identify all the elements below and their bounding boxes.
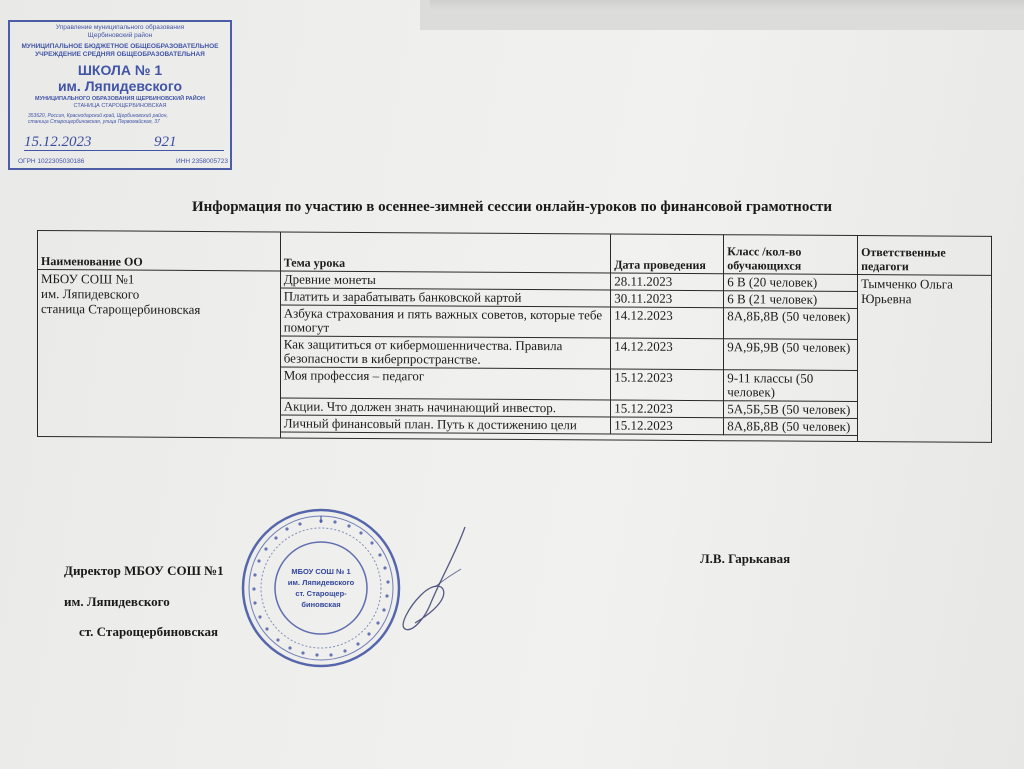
topic-cell: Моя профессия – педагог bbox=[280, 367, 611, 400]
director-title: Директор МБОУ СОШ №1 bbox=[64, 563, 224, 578]
stamp-line: МУНИЦИПАЛЬНОГО ОБРАЗОВАНИЯ ЩЕРБИНОВСКИЙ РАЙОН bbox=[35, 96, 205, 102]
topic-cell: Платить и зарабатывать банковской картой bbox=[280, 288, 611, 307]
seal-center-line: им. Ляпидевского bbox=[287, 578, 355, 587]
stamp-line: УЧРЕЖДЕНИЕ СРЕДНЯЯ ОБЩЕОБРАЗОВАТЕЛЬНАЯ bbox=[35, 51, 205, 58]
stamp-address: станица Старощербиновская, улица Первомайская, 37 bbox=[28, 119, 160, 125]
table-header-row bbox=[38, 231, 992, 276]
topic-cell: Личный финансовый план. Путь к достижению цели bbox=[280, 415, 611, 434]
stamp-line: Щербиновский район bbox=[87, 32, 153, 39]
class-cell: 8А,8Б,8В (50 человек) bbox=[724, 308, 858, 340]
class-cell: 8А,8Б,8В (50 человек) bbox=[724, 418, 858, 436]
header-class: Класс /кол-во обучающихся bbox=[724, 235, 858, 275]
date-cell: 28.11.2023 bbox=[611, 273, 724, 291]
school-corner-stamp bbox=[8, 20, 232, 170]
class-cell: 5А,5Б,5В (50 человек) bbox=[724, 401, 858, 419]
stamp-ids bbox=[18, 158, 228, 165]
stamp-school: ШКОЛА № 1 bbox=[77, 62, 163, 78]
org-name: МБОУ СОШ №1 им. Ляпидевского станица Старощербиновская bbox=[41, 271, 201, 317]
class-cell: 6 В (20 человек) bbox=[724, 274, 858, 292]
director-name: Л.В. Гарькавая bbox=[700, 551, 791, 566]
stamp-inn: ИНН 2358005723 bbox=[175, 158, 228, 165]
round-seal bbox=[240, 507, 402, 669]
signature bbox=[395, 525, 485, 635]
class-cell: 6 В (21 человек) bbox=[724, 291, 858, 309]
date-cell: 15.12.2023 bbox=[611, 400, 724, 418]
date-cell: 14.12.2023 bbox=[611, 307, 724, 339]
seal-center-line: МБОУ СОШ № 1 bbox=[291, 567, 351, 576]
stamp-line: СТАНИЦА СТАРОЩЕРБИНОВСКАЯ bbox=[73, 103, 167, 109]
class-cell: 9-11 классы (50 человек) bbox=[724, 370, 858, 402]
header-date: Дата проведения bbox=[611, 234, 724, 274]
responsible-cell bbox=[858, 275, 992, 443]
header-responsible: Ответственные педагоги bbox=[858, 236, 992, 276]
lessons-table bbox=[37, 230, 992, 443]
stamp-address: 353620, Россия, Краснодарский край, Щербиновский район, bbox=[28, 113, 168, 119]
date-cell: 14.12.2023 bbox=[611, 338, 724, 370]
date-cell: 15.12.2023 bbox=[611, 369, 724, 401]
stamp-date: 15.12.2023 bbox=[24, 134, 92, 150]
topic-cell: Азбука страхования и пять важных советов, которые тебе помогут bbox=[280, 305, 611, 338]
responsible-name: Тымченко Ольга Юрьевна bbox=[861, 276, 953, 307]
stamp-line: Управление муниципального образования bbox=[55, 24, 185, 31]
header-topic: Тема урока bbox=[280, 232, 611, 273]
class-cell: 9А,9Б,9В (50 человек) bbox=[724, 339, 858, 371]
date-cell: 30.11.2023 bbox=[611, 290, 724, 308]
seal-center-line: ст. Старощер- bbox=[295, 589, 347, 598]
topic-cell: Акции. Что должен знать начинающий инвестор. bbox=[280, 398, 611, 417]
seal-center-line: биновская bbox=[301, 600, 341, 609]
director-village: ст. Старощербиновская bbox=[79, 624, 219, 639]
paper-edge-shadow bbox=[430, 0, 1024, 10]
stamp-number: 921 bbox=[154, 134, 177, 150]
stamp-line: МУНИЦИПАЛЬНОЕ БЮДЖЕТНОЕ ОБЩЕОБРАЗОВАТЕЛЬНОЕ bbox=[21, 43, 219, 50]
document-title: Информация по участию в осеннее-зимней сессии онлайн-уроков по финансовой грамотности bbox=[192, 199, 832, 215]
date-cell: 15.12.2023 bbox=[611, 417, 724, 435]
topic-cell: Как защититься от кибермошенничества. Правила безопасности в киберпространстве. bbox=[280, 336, 611, 369]
stamp-school-name: им. Ляпидевского bbox=[57, 78, 183, 94]
stamp-ogrn: ОГРН 1022305030186 bbox=[18, 158, 85, 165]
director-school: им. Ляпидевского bbox=[64, 594, 170, 609]
header-org: Наименование ОО bbox=[38, 231, 281, 271]
org-cell bbox=[38, 270, 281, 438]
topic-cell: Древние монеты bbox=[280, 271, 611, 290]
stamp-date-row bbox=[24, 134, 224, 154]
stamp-date-underline bbox=[24, 150, 224, 151]
